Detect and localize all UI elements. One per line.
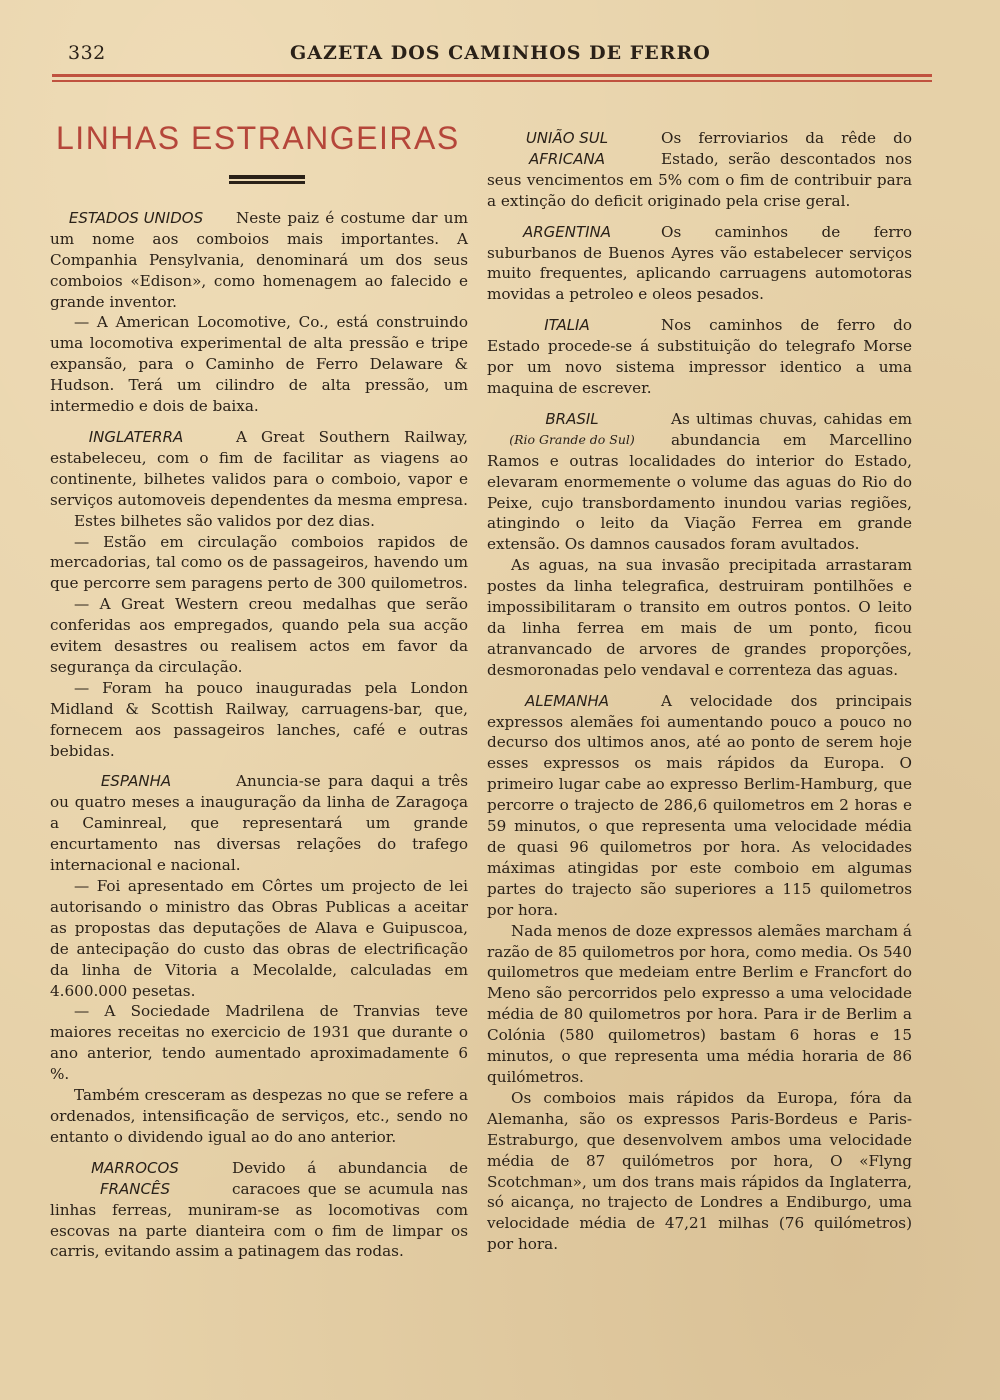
article-inglaterra	[50, 427, 468, 762]
country-heading	[487, 128, 647, 170]
paragraph: Nada menos de doze expressos alemães marcham á razão de 85 quilometros por hora, como media. Os 540 quilometros que medeiam entre Berlim e Francfort do Meno são percorridos pelo expresso a uma velocidade média de 80 quilometros por hora. Para ir de Berlim a Colónia (580 quilometros) bastam 6 horas e 15 minutos, o que representa uma média horaria de 86 quilómetros.	[487, 921, 912, 1086]
country-heading	[487, 409, 657, 451]
article-italia	[487, 315, 912, 399]
paragraph: As aguas, na sua invasão precipitada arrastaram postes da linha telegrafica, destruiram pontilhões e impossibilitaram o transito em outros pontos. O leito da linha ferrea em mais de um ponto, ficou atranvancado de arvores de grandes proporções, desmoronadas pelo vendaval e correnteza das aguas.	[487, 556, 912, 679]
country-heading	[60, 1158, 210, 1200]
article-argentina	[487, 222, 912, 306]
paragraph: A Great Southern Railway, estabeleceu, com o fim de facilitar as viagens ao continente, bilhetes validos para o comboio, vapor e serviços automoveis dependentes da mesma empresa.	[50, 427, 468, 509]
title-divider	[229, 175, 305, 184]
paragraph: Também cresceram as despezas no que se refere a ordenados, intensificação de serviços, etc., sendo no entanto o dividendo igual ao do ano anterior.	[50, 1086, 468, 1146]
right-column	[487, 128, 912, 1265]
article-brasil	[487, 409, 912, 681]
article-uniao-sul-africana	[487, 128, 912, 212]
country-heading-line: UNIÃO SUL	[525, 129, 609, 147]
country-heading-line: FRANCÊS	[99, 1179, 170, 1198]
article-estados-unidos	[50, 208, 468, 417]
paragraph: Nos caminhos de ferro do Estado procede-se á substituição do telegrafo Morse por um novo sistema impressor identico a uma maquina de escrever.	[487, 316, 912, 397]
paragraph: — Foram ha pouco inauguradas pela London Midland & Scottish Railway, carruagens-bar, que, fornecem aos passageiros lanches, café e outras bebidas.	[50, 678, 468, 760]
country-heading: ESPANHA	[100, 772, 172, 791]
left-column	[50, 118, 468, 1272]
country-heading: ESTADOS UNIDOS	[68, 208, 204, 227]
country-heading: ARGENTINA	[522, 222, 612, 241]
paragraph: — Foi apresentado em Côrtes um projecto de lei autorisando o ministro das Obras Publicas a aceitar as propostas das deputações de Alava e Guipuscoa, de antecipação do custo das obras de electrificação da linha de Vitoria a Mecolalde, calculadas em 4.600.000 pesetas.	[50, 877, 468, 1000]
country-heading: ALEMANHA	[524, 691, 610, 710]
paragraph: As ultimas chuvas, cahidas em abundancia em Marcellino Ramos e outras localidades do interior do Estado, elevaram enormemente o volume das aguas do Rio do Peixe, cujo transbordamento inundou varias regiões, atingindo o leito da Viação Ferrea em grande extensão. Os damnos causados foram avultados.	[487, 409, 912, 554]
country-subheading: (Rio Grande do Sul)	[509, 431, 635, 447]
article-espanha	[50, 771, 468, 1147]
article-alemanha	[487, 691, 912, 1255]
page-number: 332	[68, 42, 106, 64]
country-heading: INGLATERRA	[88, 427, 184, 446]
paragraph: Os comboios mais rápidos da Europa, fóra da Alemanha, são os expressos Paris-Bordeus e Paris-Estraburgo, que desenvolvem ambos uma velocidade média de 87 quilómetros por hora, O «Flyng Scotchman», um dos trans mais rápidos da Inglaterra, só aicança, no trajecto de Londres a Endiburgo, uma velocidade média de 47,21 milhas (76 quilómetros) por hora.	[487, 1088, 912, 1254]
country-heading-line: AFRICANA	[529, 149, 605, 168]
article-marrocos	[50, 1158, 468, 1263]
paragraph: — A Great Western creou medalhas que serão conferidas aos empregados, quando pela sua acção evitem desastres ou realisem actos em favor da segurança da circulação.	[50, 595, 468, 676]
journal-title: GAZETA DOS CAMINHOS DE FERRO	[290, 42, 711, 64]
paragraph: — A Sociedade Madrilena de Tranvias teve maiores receitas no exercicio de 1931 que durante o ano anterior, tendo aumentado aproximadamente 6 %.	[50, 1002, 468, 1084]
paragraph: — A American Locomotive, Co., está construindo uma locomotiva experimental de alta pressão e tripe expansão, para o Caminho de Ferro Delaware & Hudson. Terá um cilindro de alta pressão, um intermedio e dois de baixa.	[50, 313, 468, 416]
section-title: LINHAS ESTRANGEIRAS	[56, 120, 460, 156]
page-header	[0, 38, 1000, 78]
paragraph: Anuncia-se para daqui a três ou quatro meses a inauguração da linha de Zaragoça a Caminreal, que representará um grande encurtamento nas diversas relações do trafego internacional e nacional.	[50, 772, 468, 875]
paragraph: Devido á abundancia de caracoes que se acumula nas linhas ferreas, muniram-se as locomotivas com escovas na parte dianteira com o fim de limpar os carris, evitando assim a patinagem das rodas.	[50, 1158, 468, 1261]
country-heading-line: MARROCOS	[91, 1158, 179, 1177]
paragraph: Neste paiz é costume dar um um nome aos comboios mais importantes. A Companhia Pensylvania, denominará um dos seus comboios «Edison», como homenagem ao falecido e grande inventor.	[50, 208, 468, 311]
paragraph: — Estão em circulação comboios rapidos de mercadorias, tal como os de passageiros, havendo um que percorre sem paragens perto de 300 quilometros.	[50, 532, 468, 593]
country-heading-line: BRASIL	[545, 409, 599, 428]
paragraph: A velocidade dos principais expressos alemães foi aumentando pouco a pouco no decurso dos ultimos anos, até ao ponto de serem hoje esses expressos os mais rápidos da Europa. O primeiro lugar cabe ao expresso Berlim-Hamburg, que percorre o trajecto de 286,6 quilometros em 2 horas e 59 minutos, o que representa uma velocidade média de quasi 96 quilometros por hora. As velocidades máximas atingidas por este comboio em algumas partes do trajecto são superiores a 115 quilometros por hora.	[487, 691, 912, 919]
paragraph: Os caminhos de ferro suburbanos de Buenos Ayres vão estabelecer serviços muito frequentes, aplicando carruagens automotoras movidas a petroleo e oleos pesados.	[487, 222, 912, 304]
paragraph: Estes bilhetes são validos por dez dias.	[74, 511, 375, 530]
paragraph: Os ferroviarios da rêde do Estado, serão descontados nos seus vencimentos em 5% com o fim de contribuir para a extinção do deficit originado pela crise geral.	[487, 129, 912, 210]
country-heading: ITALIA	[544, 316, 590, 335]
header-rule	[52, 74, 932, 82]
